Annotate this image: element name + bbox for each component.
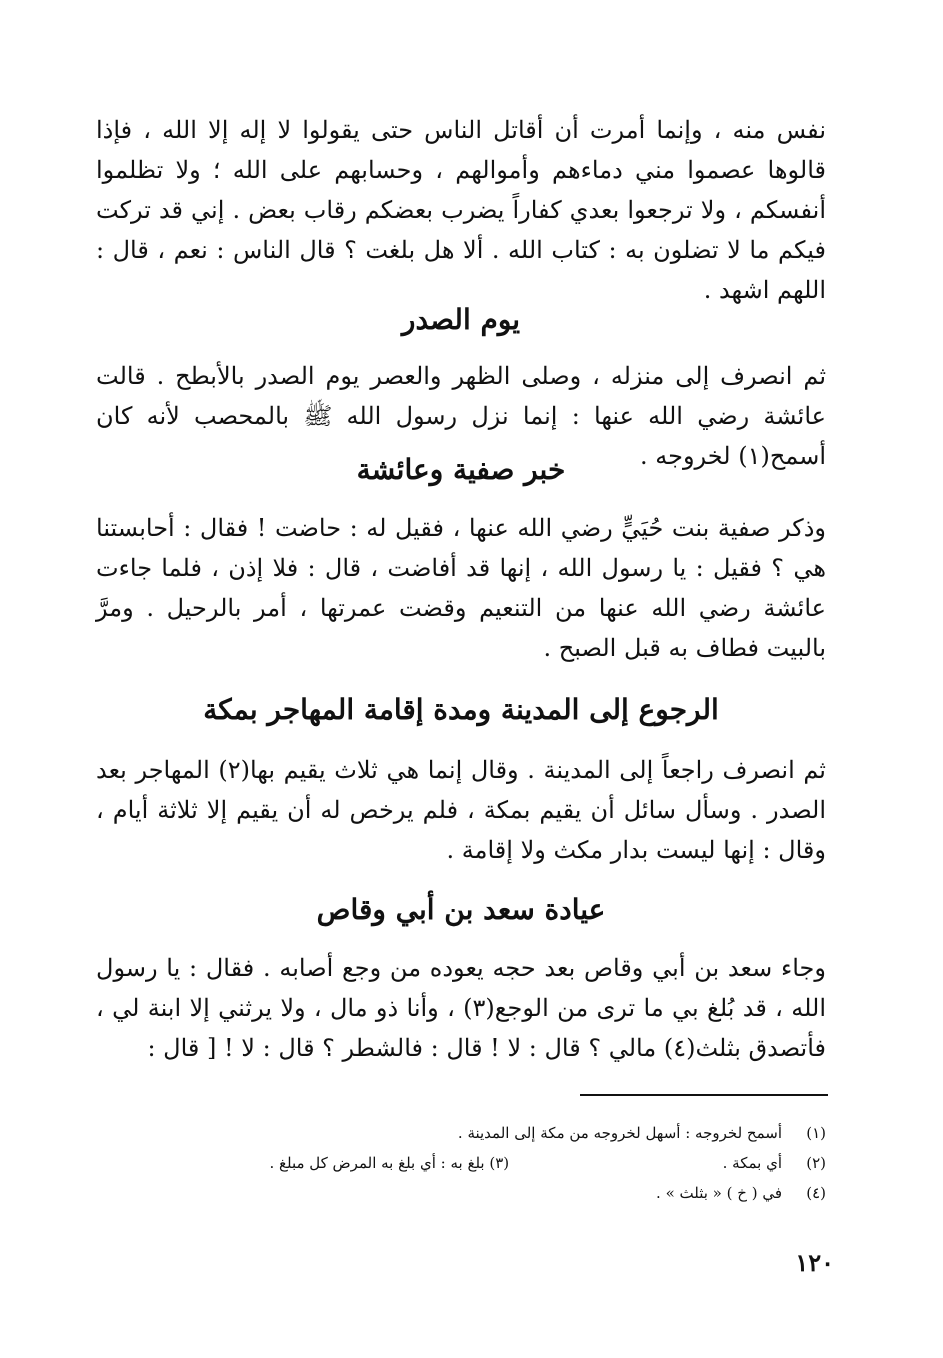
footnote-text: أي بمكة . bbox=[722, 1154, 782, 1172]
footnote-text: في ( خ ) « بثلث » . bbox=[656, 1184, 782, 1202]
footnote-divider bbox=[580, 1094, 828, 1096]
page-number: ١٢٠ bbox=[795, 1248, 834, 1277]
footnote-item bbox=[96, 1118, 826, 1148]
heading-yawm-al-sadr: يوم الصدر bbox=[401, 303, 521, 336]
heading-safiyya-and-aisha: خبر صفية وعائشة bbox=[356, 453, 566, 486]
paragraph-farewell-sermon-end: نفس منه ، وإنما أمرت أن أقاتل الناس حتى يقولوا لا إله إلا الله ، فإذا قالوها عصموا مني دماءهم وأموالهم ، وحسابهم على الله ؛ ولا تظلموا أنفسكم ، ولا ترجعوا بعدي كفاراً يضرب بعضكم رقاب بعض . إني قد تركت فيكم ما لا تضلون به : كتاب الله . ألا هل بلغت ؟ قال الناس : نعم ، قال : اللهم اشهد . bbox=[96, 116, 826, 304]
footnote-text: أسمح لخروجه : أسهل لخروجه من مكة إلى المدينة . bbox=[457, 1124, 782, 1142]
footnote-number: (٤) bbox=[806, 1184, 826, 1202]
footnote-number: (١) bbox=[806, 1124, 826, 1142]
footnote-number: (٢) bbox=[806, 1154, 826, 1172]
footnote-text-3: (٣) بلغ به : أي بلغ به المرض كل مبلغ . bbox=[269, 1154, 510, 1172]
footnote-item bbox=[96, 1148, 826, 1178]
heading-return-to-medina: الرجوع إلى المدينة ومدة إقامة المهاجر بمكة bbox=[203, 693, 719, 726]
heading-visiting-saad: عيادة سعد بن أبي وقاص bbox=[316, 893, 606, 926]
paragraph-yawm-al-sadr: ثم انصرف إلى منزله ، وصلى الظهر والعصر يوم الصدر بالأبطح . قالت عائشة رضي الله عنها : إنما نزل رسول الله ﷺ بالمحصب لأنه كان أسمح(١) لخروجه . bbox=[96, 362, 826, 470]
paragraph-return-to-medina: ثم انصرف راجعاً إلى المدينة . وقال إنما هي ثلاث يقيم بها(٢) المهاجر بعد الصدر . وسأل سائل أن يقيم بمكة ، فلم يرخص له أن يقيم إلا ثلاثة أيام ، وقال : إنها ليست بدار مكث ولا إقامة . bbox=[96, 756, 826, 864]
paragraph-visiting-saad: وجاء سعد بن أبي وقاص بعد حجه يعوده من وجع أصابه . فقال : يا رسول الله ، قد بُلغ بي ما ترى من الوجع(٣) ، وأنا ذو مال ، ولا يرثني إلا ابنة لي ، فأتصدق بثلث(٤) مالي ؟ قال : لا ! قال : فالشطر ؟ قال : لا ! [ قال : bbox=[96, 954, 827, 1062]
paragraph-safiyya-and-aisha: وذكر صفية بنت حُيَيٍّ رضي الله عنها ، فقيل له : حاضت ! فقال : أحابستنا هي ؟ فقيل : يا رسول الله ، إنها قد أفاضت ، قال : فلا إذن ، فلما جاءت عائشة رضي الله عنها من التنعيم وقضت عمرتها ، أمر بالرحيل . ومرَّ بالبيت فطاف به قبل الصبح . bbox=[96, 514, 826, 662]
footnotes bbox=[96, 1118, 826, 1208]
footnote-item bbox=[96, 1178, 826, 1208]
